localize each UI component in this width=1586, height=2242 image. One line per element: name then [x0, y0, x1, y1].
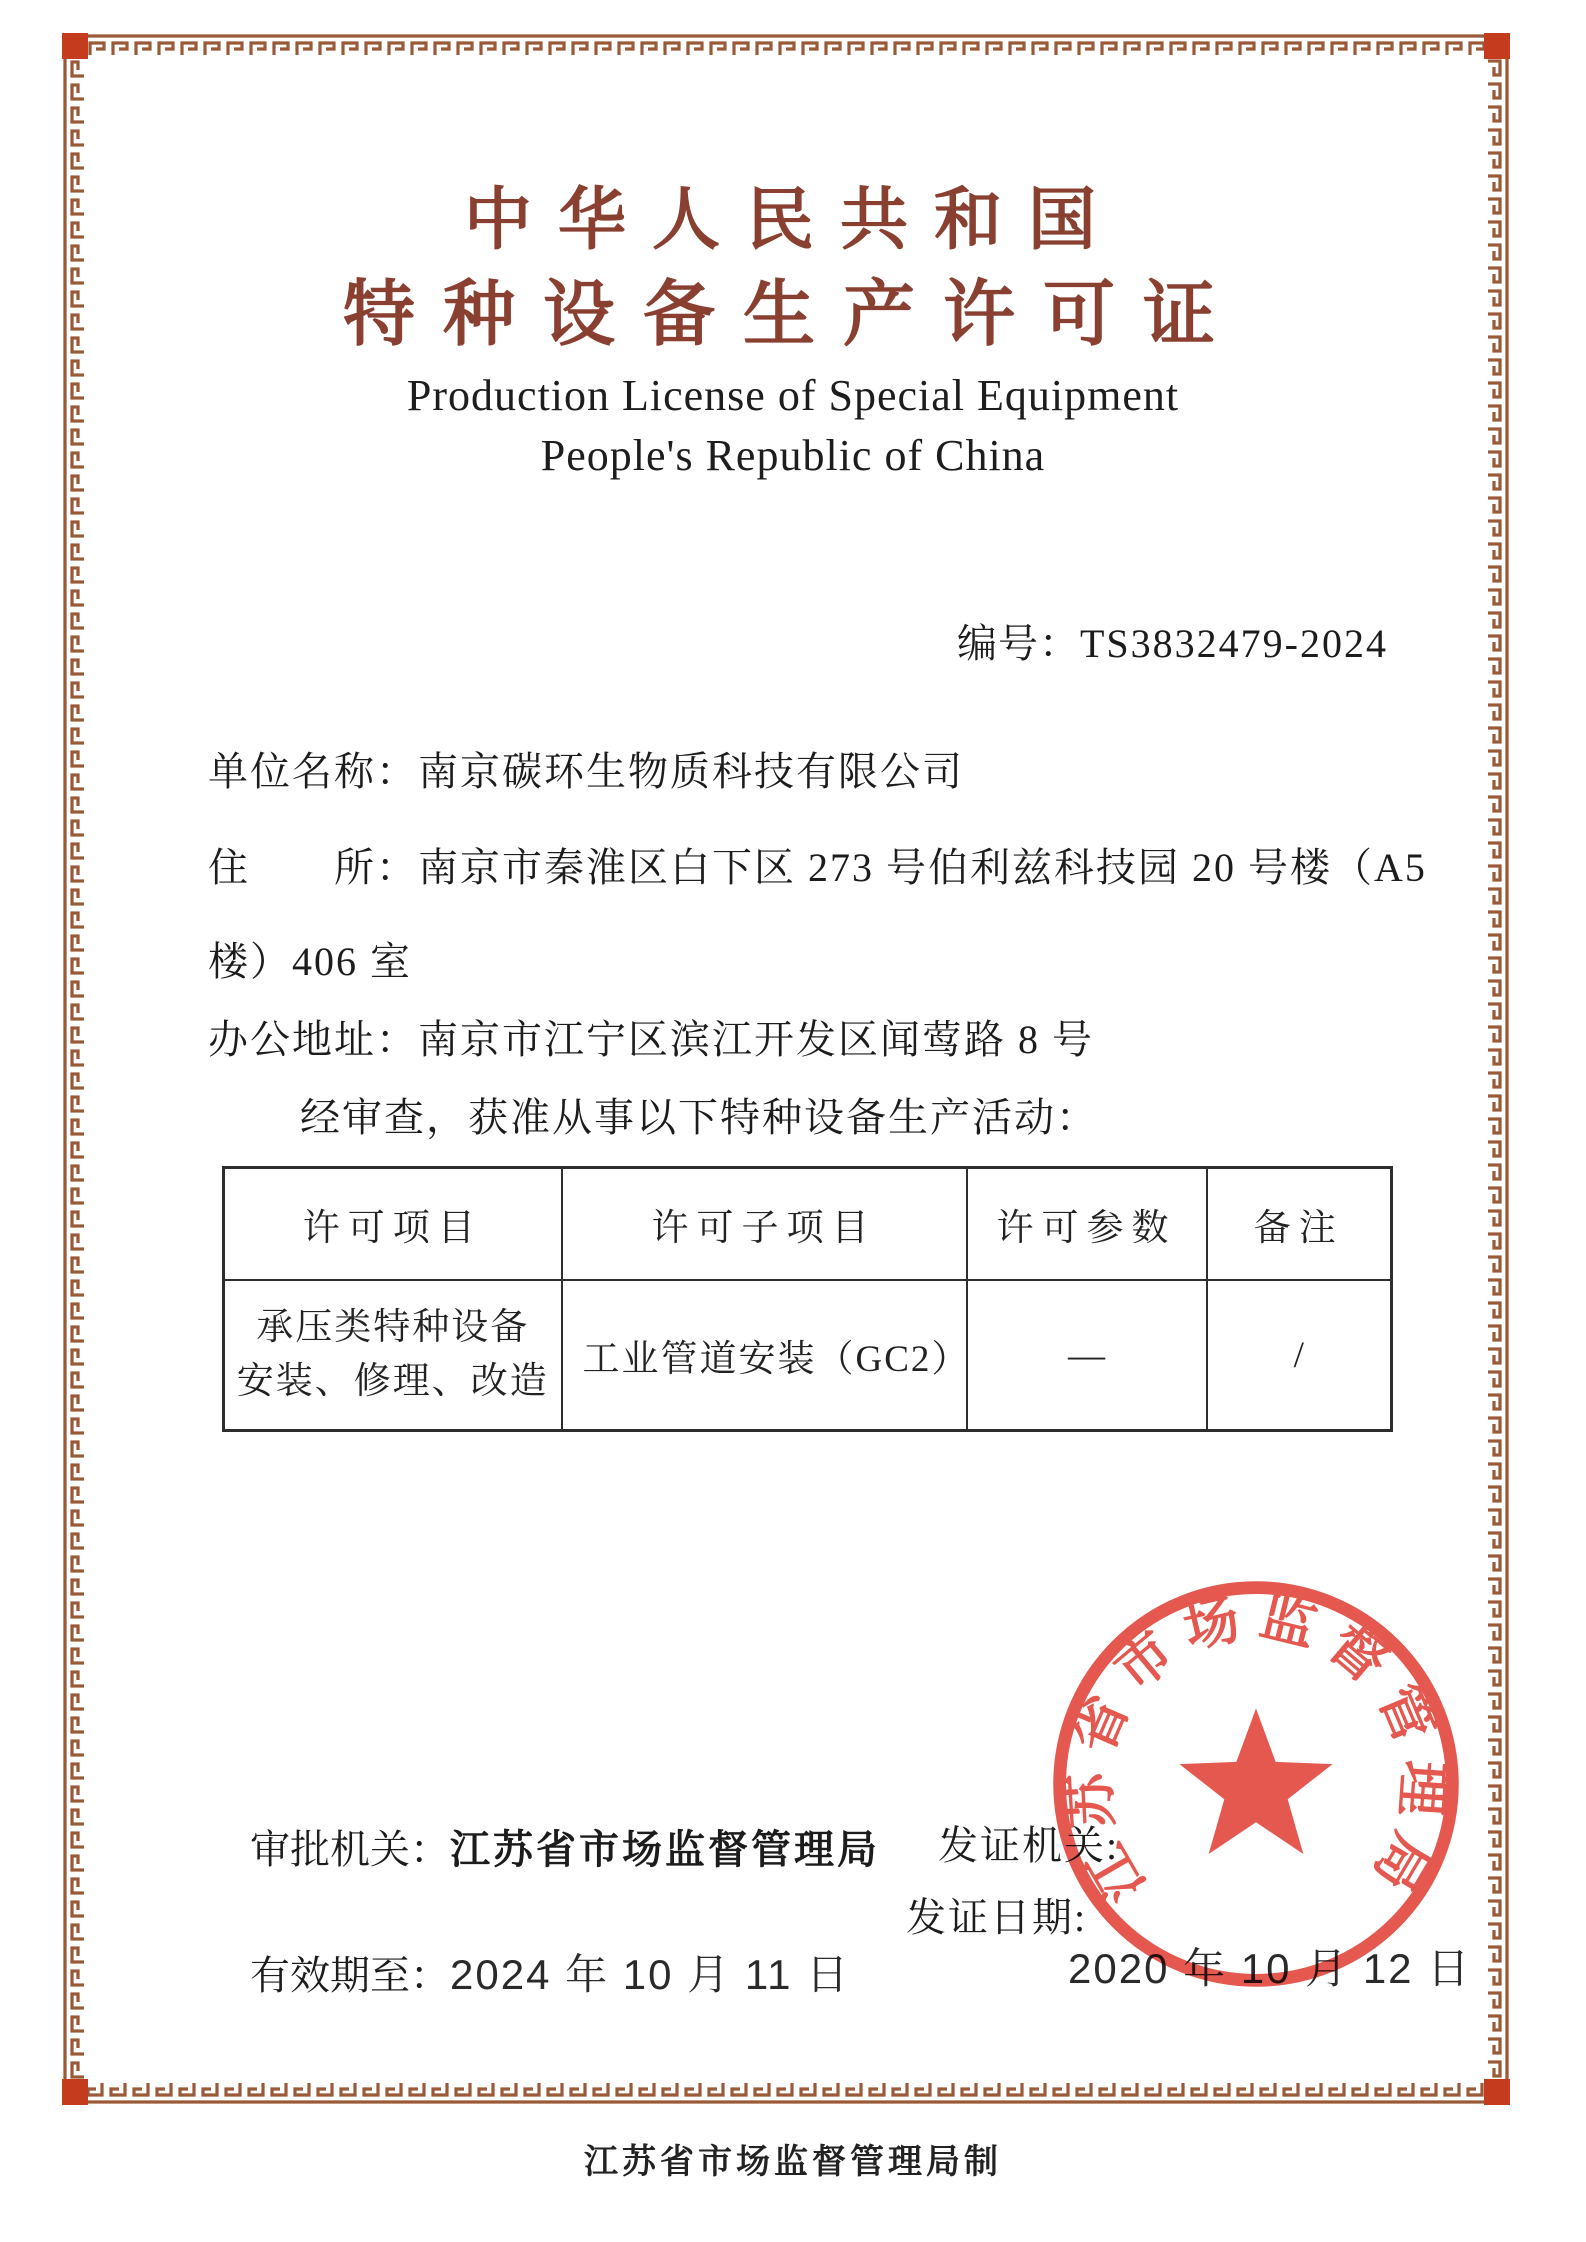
residence-value-line1: 南京市秦淮区白下区 273 号伯利兹科技园 20 号楼（A5 — [418, 845, 1427, 890]
serial-value: TS3832479-2024 — [1080, 621, 1388, 666]
license-table — [222, 1166, 1393, 1432]
cell-parameter: — — [967, 1280, 1207, 1431]
permit-item-line1: 承压类特种设备 — [256, 1307, 530, 1349]
header-sub-item: 许可子项目 — [562, 1168, 967, 1281]
cell-permit-item — [224, 1280, 562, 1431]
issuing-authority-label: 发证机关: — [938, 1823, 1120, 1868]
residence-label: 住 所： — [208, 845, 418, 890]
serial-number-line — [957, 612, 1388, 669]
issue-date-value: 2020 年 10 月 12 日 — [1068, 1945, 1472, 1992]
cell-note: / — [1207, 1280, 1392, 1431]
table-header-row — [224, 1168, 1392, 1281]
company-value: 南京碳环生物质科技有限公司 — [418, 749, 964, 794]
company-label: 单位名称： — [208, 749, 418, 794]
valid-until-line — [250, 1942, 850, 2002]
header-note: 备注 — [1207, 1168, 1392, 1281]
issue-date-label: 发证日期: — [906, 1895, 1088, 1940]
office-label: 办公地址： — [208, 1017, 418, 1062]
valid-until-value: 2024 年 10 月 11 日 — [450, 1951, 851, 1998]
header-permit-item: 许可项目 — [224, 1168, 562, 1281]
approval-statement: 经审查，获准从事以下特种设备生产活动： — [300, 1095, 1098, 1140]
residence-line2 — [208, 930, 412, 987]
title-en-line1: Production License of Special Equipment — [406, 371, 1180, 420]
cell-sub-item: 工业管道安装（GC2） — [562, 1280, 967, 1431]
valid-until-label: 有效期至： — [250, 1953, 450, 1998]
title-cn-line1: 中华人民共和国 — [463, 182, 1122, 258]
seal-text: 江苏省市场监督管理局 — [1058, 1585, 1455, 1914]
approval-authority-value: 江苏省市场监督管理局 — [450, 1827, 880, 1872]
residence-line1 — [208, 836, 1427, 893]
office-value: 南京市江宁区滨江开发区闻莺路 8 号 — [418, 1017, 1094, 1062]
title-en-line2: People's Republic of China — [540, 431, 1046, 480]
approval-authority-label: 审批机关： — [250, 1827, 450, 1872]
table-row — [224, 1280, 1392, 1431]
footer-issuer-text: 江苏省市场监督管理局制 — [584, 2143, 1002, 2181]
header-parameter: 许可参数 — [967, 1168, 1207, 1281]
office-address-line — [208, 1008, 1094, 1065]
permit-item-line2: 安装、修理、改造 — [236, 1361, 549, 1402]
approval-authority-line — [250, 1818, 880, 1875]
serial-label: 编号： — [957, 621, 1080, 666]
residence-value-line2: 楼）406 室 — [208, 939, 412, 984]
title-cn-line2: 特种设备生产许可证 — [342, 275, 1243, 355]
seal-star-icon — [1179, 1708, 1332, 1854]
official-seal — [1040, 1568, 1472, 2000]
company-name-line — [208, 740, 964, 797]
